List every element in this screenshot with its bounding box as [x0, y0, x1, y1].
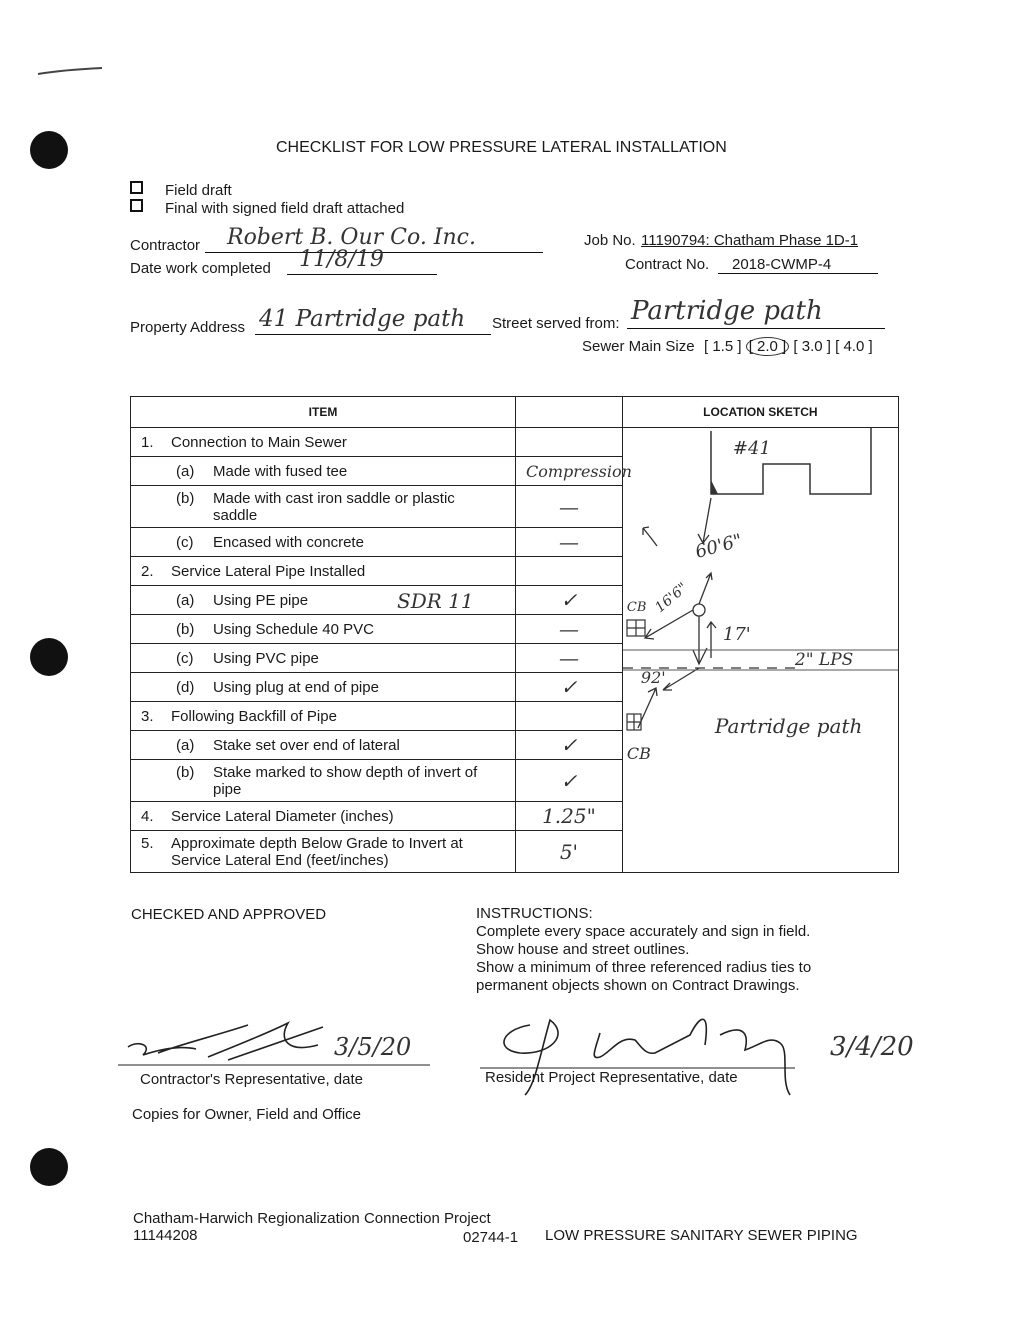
table-row: 1. Connection to Main Sewer [131, 428, 516, 457]
checklist-table [130, 396, 899, 873]
table-row: 3. Following Backfill of Pipe [131, 702, 516, 731]
instructions-heading: INSTRUCTIONS: [476, 905, 593, 922]
location-sketch [622, 428, 898, 873]
table-row: (c) Using PVC pipe [131, 644, 516, 673]
table-row: 4. Service Lateral Diameter (inches) [131, 802, 516, 831]
footer-number: 11144208 [133, 1227, 198, 1244]
row-mark[interactable]: ✓ [516, 673, 623, 702]
footer-project: Chatham-Harwich Regionalization Connection Project [133, 1210, 491, 1227]
contractor-label: Contractor [130, 237, 201, 254]
row-mark[interactable]: — [516, 615, 623, 644]
street-value: Partridge path [631, 296, 823, 326]
checkbox-icon[interactable] [130, 199, 143, 212]
table-row: (a) Made with fused tee [131, 457, 516, 486]
table-row: (b) Made with cast iron saddle or plastic saddle [131, 486, 516, 528]
contractor-sign-date: 3/5/20 [334, 1033, 412, 1061]
tie-line-icon [703, 498, 711, 543]
table-row: (a) Stake set over end of lateral [131, 731, 516, 760]
street-label: Street served from: [492, 315, 620, 332]
row-mark[interactable] [516, 557, 623, 586]
table-row: (b) Stake marked to show depth of invert of pipe [131, 760, 516, 802]
contractor-rep-label: Contractor's Representative, date [140, 1071, 363, 1088]
sewer-label: Sewer Main Size [582, 338, 695, 355]
punch-hole-bottom [30, 1148, 68, 1186]
checked-approved-label: CHECKED AND APPROVED [131, 906, 327, 923]
contract-label: Contract No. [625, 256, 710, 273]
table-row: (c) Encased with concrete [131, 528, 516, 557]
tie-point-icon [711, 480, 718, 494]
resident-sign-date: 3/4/20 [830, 1032, 914, 1062]
sewer-size-1-5[interactable]: [ 1.5 ] [704, 338, 742, 355]
resident-rep-label: Resident Project Representative, date [485, 1069, 738, 1086]
sewer-size-3-0[interactable]: [ 3.0 ] [793, 338, 831, 355]
sewer-size-2-0[interactable]: [ 2.0 ] [746, 337, 790, 356]
table-row: (b) Using Schedule 40 PVC [131, 615, 516, 644]
punch-hole-top [30, 131, 68, 169]
col-sketch-header: LOCATION SKETCH [622, 397, 898, 428]
row-mark[interactable] [516, 702, 623, 731]
row-mark[interactable]: — [516, 486, 623, 528]
sewer-size-4-0[interactable]: [ 4.0 ] [835, 338, 873, 355]
job-value[interactable]: 11190794: Chatham Phase 1D-1 [641, 232, 859, 249]
footer-section: 02744-1 [463, 1229, 519, 1246]
checkbox-icon[interactable] [130, 181, 143, 194]
instructions-text: Complete every space accurately and sign in field. Show house and street outlines. Show a minimum of three referenced radius ties to permanent objects shown on Contract Drawings. [476, 923, 812, 994]
col-mark-header [516, 397, 623, 428]
table-row: (d) Using plug at end of pipe [131, 673, 516, 702]
row-mark[interactable]: — [516, 644, 623, 673]
scan-mark [36, 64, 106, 78]
page-title: CHECKLIST FOR LOW PRESSURE LATERAL INSTALLATION [276, 139, 727, 156]
property-label: Property Address [130, 319, 246, 336]
sketch-tie-3: 17' [722, 624, 751, 645]
punch-hole-middle [30, 638, 68, 676]
date-field[interactable] [287, 247, 437, 275]
sketch-tie-2: 16'6" [652, 579, 691, 617]
copies-note: Copies for Owner, Field and Office [132, 1106, 361, 1123]
row-mark[interactable]: 5' [516, 831, 623, 873]
table-row: 2. Service Lateral Pipe Installed [131, 557, 516, 586]
pipe-note: SDR 11 [397, 589, 474, 613]
sketch-street-label: Partridge path [714, 714, 863, 738]
north-arrow-icon [643, 527, 657, 546]
row-mark[interactable]: 1.25" [516, 802, 623, 831]
job-label: Job No. [584, 232, 636, 249]
footer-section-title: LOW PRESSURE SANITARY SEWER PIPING [545, 1227, 858, 1244]
row-mark[interactable] [516, 428, 623, 457]
sewer-size-options[interactable] [704, 338, 873, 355]
row-mark[interactable]: — [516, 528, 623, 557]
date-value: 11/8/19 [299, 247, 384, 272]
row-mark[interactable]: ✓ [516, 586, 623, 615]
option-final[interactable]: Final with signed field draft attached [130, 199, 404, 217]
sketch-house-number: #41 [732, 438, 771, 459]
street-field[interactable] [627, 298, 885, 329]
sketch-cb-2: CB [626, 744, 651, 763]
sketch-cb-1: CB [626, 600, 647, 615]
sketch-tie-1: 60'6" [692, 530, 745, 563]
lateral-end-icon [693, 604, 705, 616]
row-mark[interactable]: ✓ [516, 731, 623, 760]
table-row: (a) Using PE pipe SDR 11 [131, 586, 516, 615]
sketch-pipe-label: 2" LPS [794, 650, 854, 670]
sketch-tie-4: 92' [640, 668, 666, 687]
contractor-value: Robert B. Our Co. Inc. [227, 225, 476, 250]
col-item-header: ITEM [131, 397, 516, 428]
row-mark[interactable]: Compression [516, 457, 623, 486]
contract-value[interactable]: 2018-CWMP-4 [718, 256, 878, 274]
row-mark[interactable]: ✓ [516, 760, 623, 802]
date-label: Date work completed [130, 260, 271, 277]
property-field[interactable] [255, 306, 491, 335]
option-field-draft[interactable]: Field draft [130, 181, 232, 199]
property-value: 41 Partridge path [259, 306, 466, 332]
table-row: 5. Approximate depth Below Grade to Invert at Service Lateral End (feet/inches) [131, 831, 516, 873]
sketch-drawing [623, 428, 898, 883]
